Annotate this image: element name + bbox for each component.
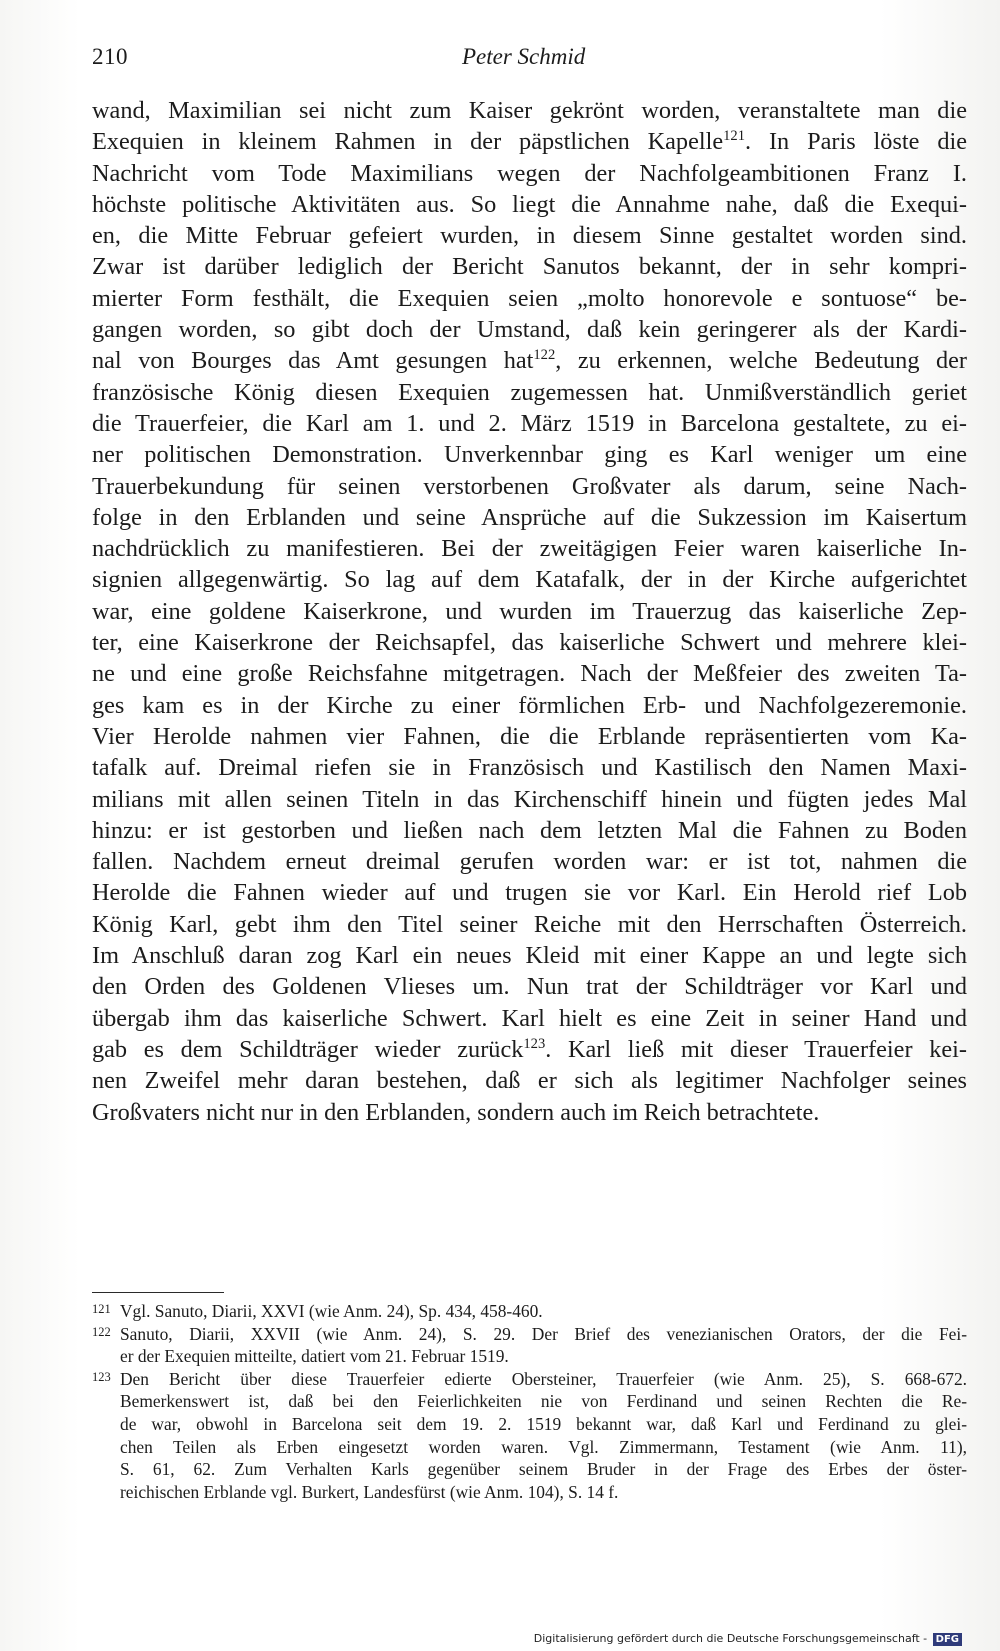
text-line: Im Anschluß daran zog Karl ein neues Kleid mit einer Kappe an und legte sich [92,942,967,970]
text-line: gangen worden, so gibt doch der Umstand, daß kein geringerer als der Kardi- [92,316,967,344]
footnote-121 [92,1300,967,1323]
text-line [92,345,967,376]
footnote-separator [92,1292,224,1293]
text-line: nen Zweifel mehr daran bestehen, daß er sich als legitimer Nachfolger seines [92,1067,967,1095]
text-segment: gab es dem Schildträger wieder zurück [92,1035,524,1063]
footnote-123 [92,1368,967,1504]
text-segment: , zu erkennen, welche Bedeutung der [555,347,967,375]
text-line: fallen. Nachdem erneut dreimal gerufen worden war: er ist tot, nahmen die [92,848,967,876]
footnote-number: 123 [92,1369,111,1384]
text-line: ne und eine große Reichsfahne mitgetragen. Nach der Meßfeier des zweiten Ta- [92,660,967,688]
text-line: wand, Maximilian sei nicht zum Kaiser gekrönt worden, veranstaltete man die [92,97,967,124]
text-line: König Karl, gebt ihm den Titel seiner Reiche mit den Herrschaften Österreich. [92,910,967,938]
text-line: war, eine goldene Kaiserkrone, und wurden im Trauerzug das kaiserliche Zep- [92,597,967,625]
text-line: mierter Form festhält, die Exequien seien „molto honorevole e sontuose“ be- [92,284,967,312]
footnote-line: de war, obwohl in Barcelona seit dem 19. 2. 1519 bekannt war, daß Karl und Ferdinand zu glei- [120,1413,967,1434]
text-line: folge in den Erblanden und seine Ansprüche auf die Sukzession im Kaisertum [92,503,967,531]
footnote-line: Bemerkenswert ist, daß bei den Feierlichkeiten nie von Ferdinand und seinen Rechten die Re- [120,1391,967,1412]
footnote-number: 122 [92,1324,111,1339]
text-segment: . In Paris löste die [745,128,967,156]
footnote-line: reichischen Erblande vgl. Burkert, Landesfürst (wie Anm. 104), S. 14 f. [120,1481,619,1502]
text-line: en, die Mitte Februar gefeiert wurden, in diesem Sinne gestaltet worden sind. [92,222,967,250]
footnote-122 [92,1323,967,1368]
footnote-line: Den Bericht über diese Trauerfeier edierte Obersteiner, Trauerfeier (wie Anm. 25), S. 668-672. [120,1368,967,1389]
running-head: Peter Schmid [462,44,586,69]
page-number: 210 [92,44,128,69]
text-line: Trauerbekundung für seinen verstorbenen Großvater als darum, seine Nach- [92,472,967,500]
text-line: höchste politische Aktivitäten aus. So liegt die Annahme nahe, daß die Exequi- [92,190,967,218]
text-line: nachdrücklich zu manifestieren. Bei der zweitägigen Feier waren kaiserliche In- [92,535,967,563]
text-line: Nachricht vom Tode Maximilians wegen der Nachfolgeambitionen Franz I. [92,159,967,187]
footnote-ref-122[interactable]: 122 [533,347,556,364]
dfg-logo: DFG [933,1633,962,1646]
body-text [92,95,967,1128]
text-line: ter, eine Kaiserkrone der Reichsapfel, das kaiserliche Schwert und mehrere klei- [92,629,967,657]
text-line: ner politischen Demonstration. Unverkennbar ging es Karl weniger um eine [92,441,967,469]
text-segment: Exequien in kleinem Rahmen in der päpstlichen Kapelle [92,128,724,156]
footnotes [92,1300,967,1503]
digitization-text: Digitalisierung gefördert durch die Deutsche Forschungsgemeinschaft - [533,1632,928,1645]
text-line: signien allgegenwärtig. So lag auf dem Katafalk, der in der Kirche aufgerichtet [92,566,967,594]
text-line: Herolde die Fahnen wieder auf und trugen sie vor Karl. Ein Herold rief Lob [92,879,967,907]
footnote-number: 121 [92,1302,111,1316]
text-line: den Orden des Goldenen Vlieses um. Nun trat der Schildträger vor Karl und [92,973,967,1001]
text-line [92,1034,967,1065]
text-line: hinzu: er ist gestorben und ließen nach dem letzten Mal die Fahnen zu Boden [92,816,967,844]
footnote-line: er der Exequien mitteilte, datiert vom 21. Februar 1519. [120,1346,509,1367]
digitization-note [534,1632,962,1646]
text-line: Großvaters nicht nur in den Erblanden, sondern auch im Reich betrachtete. [92,1098,820,1126]
text-line: milians mit allen seinen Titeln in das Kirchenschiff hinein und fügten jedes Mal [92,785,967,813]
text-line: Zwar ist darüber lediglich der Bericht Sanutos bekannt, der in sehr kompri- [92,253,967,281]
text-line: die Trauerfeier, die Karl am 1. und 2. März 1519 in Barcelona gestaltete, zu ei- [92,409,967,437]
text-line: übergab ihm das kaiserliche Schwert. Karl hielt es eine Zeit in seiner Hand und [92,1004,967,1032]
footnote-line: Vgl. Sanuto, Diarii, XXVI (wie Anm. 24), Sp. 434, 458-460. [120,1301,543,1321]
text-line: Vier Herolde nahmen vier Fahnen, die die Erblande repräsentierten vom Ka- [92,722,967,750]
text-line: tafalk auf. Dreimal riefen sie in Französisch und Kastilisch den Namen Maxi- [92,754,967,782]
footnote-line: Sanuto, Diarii, XXVII (wie Anm. 24), S. 29. Der Brief des venezianischen Orators, der die Fei- [120,1323,967,1344]
footnote-line: chen Teilen als Erben eingesetzt worden waren. Vgl. Zimmermann, Testament (wie Anm. 11), [120,1436,967,1457]
text-segment: nal von Bourges das Amt gesungen hat [92,347,534,375]
text-segment: . Karl ließ mit dieser Trauerfeier kei- [545,1035,967,1063]
footnote-line: S. 61, 62. Zum Verhalten Karls gegenüber seinem Bruder in der Frage des Erbes der öster- [120,1459,967,1480]
text-line [92,126,967,157]
footnote-ref-123[interactable]: 123 [523,1035,546,1052]
text-line: ges kam es in der Kirche zu einer förmlichen Erb- und Nachfolgezeremonie. [92,691,967,719]
footnote-ref-121[interactable]: 121 [723,128,746,145]
text-line: französische König diesen Exequien zugemessen hat. Unmißverständlich geriet [92,378,967,406]
